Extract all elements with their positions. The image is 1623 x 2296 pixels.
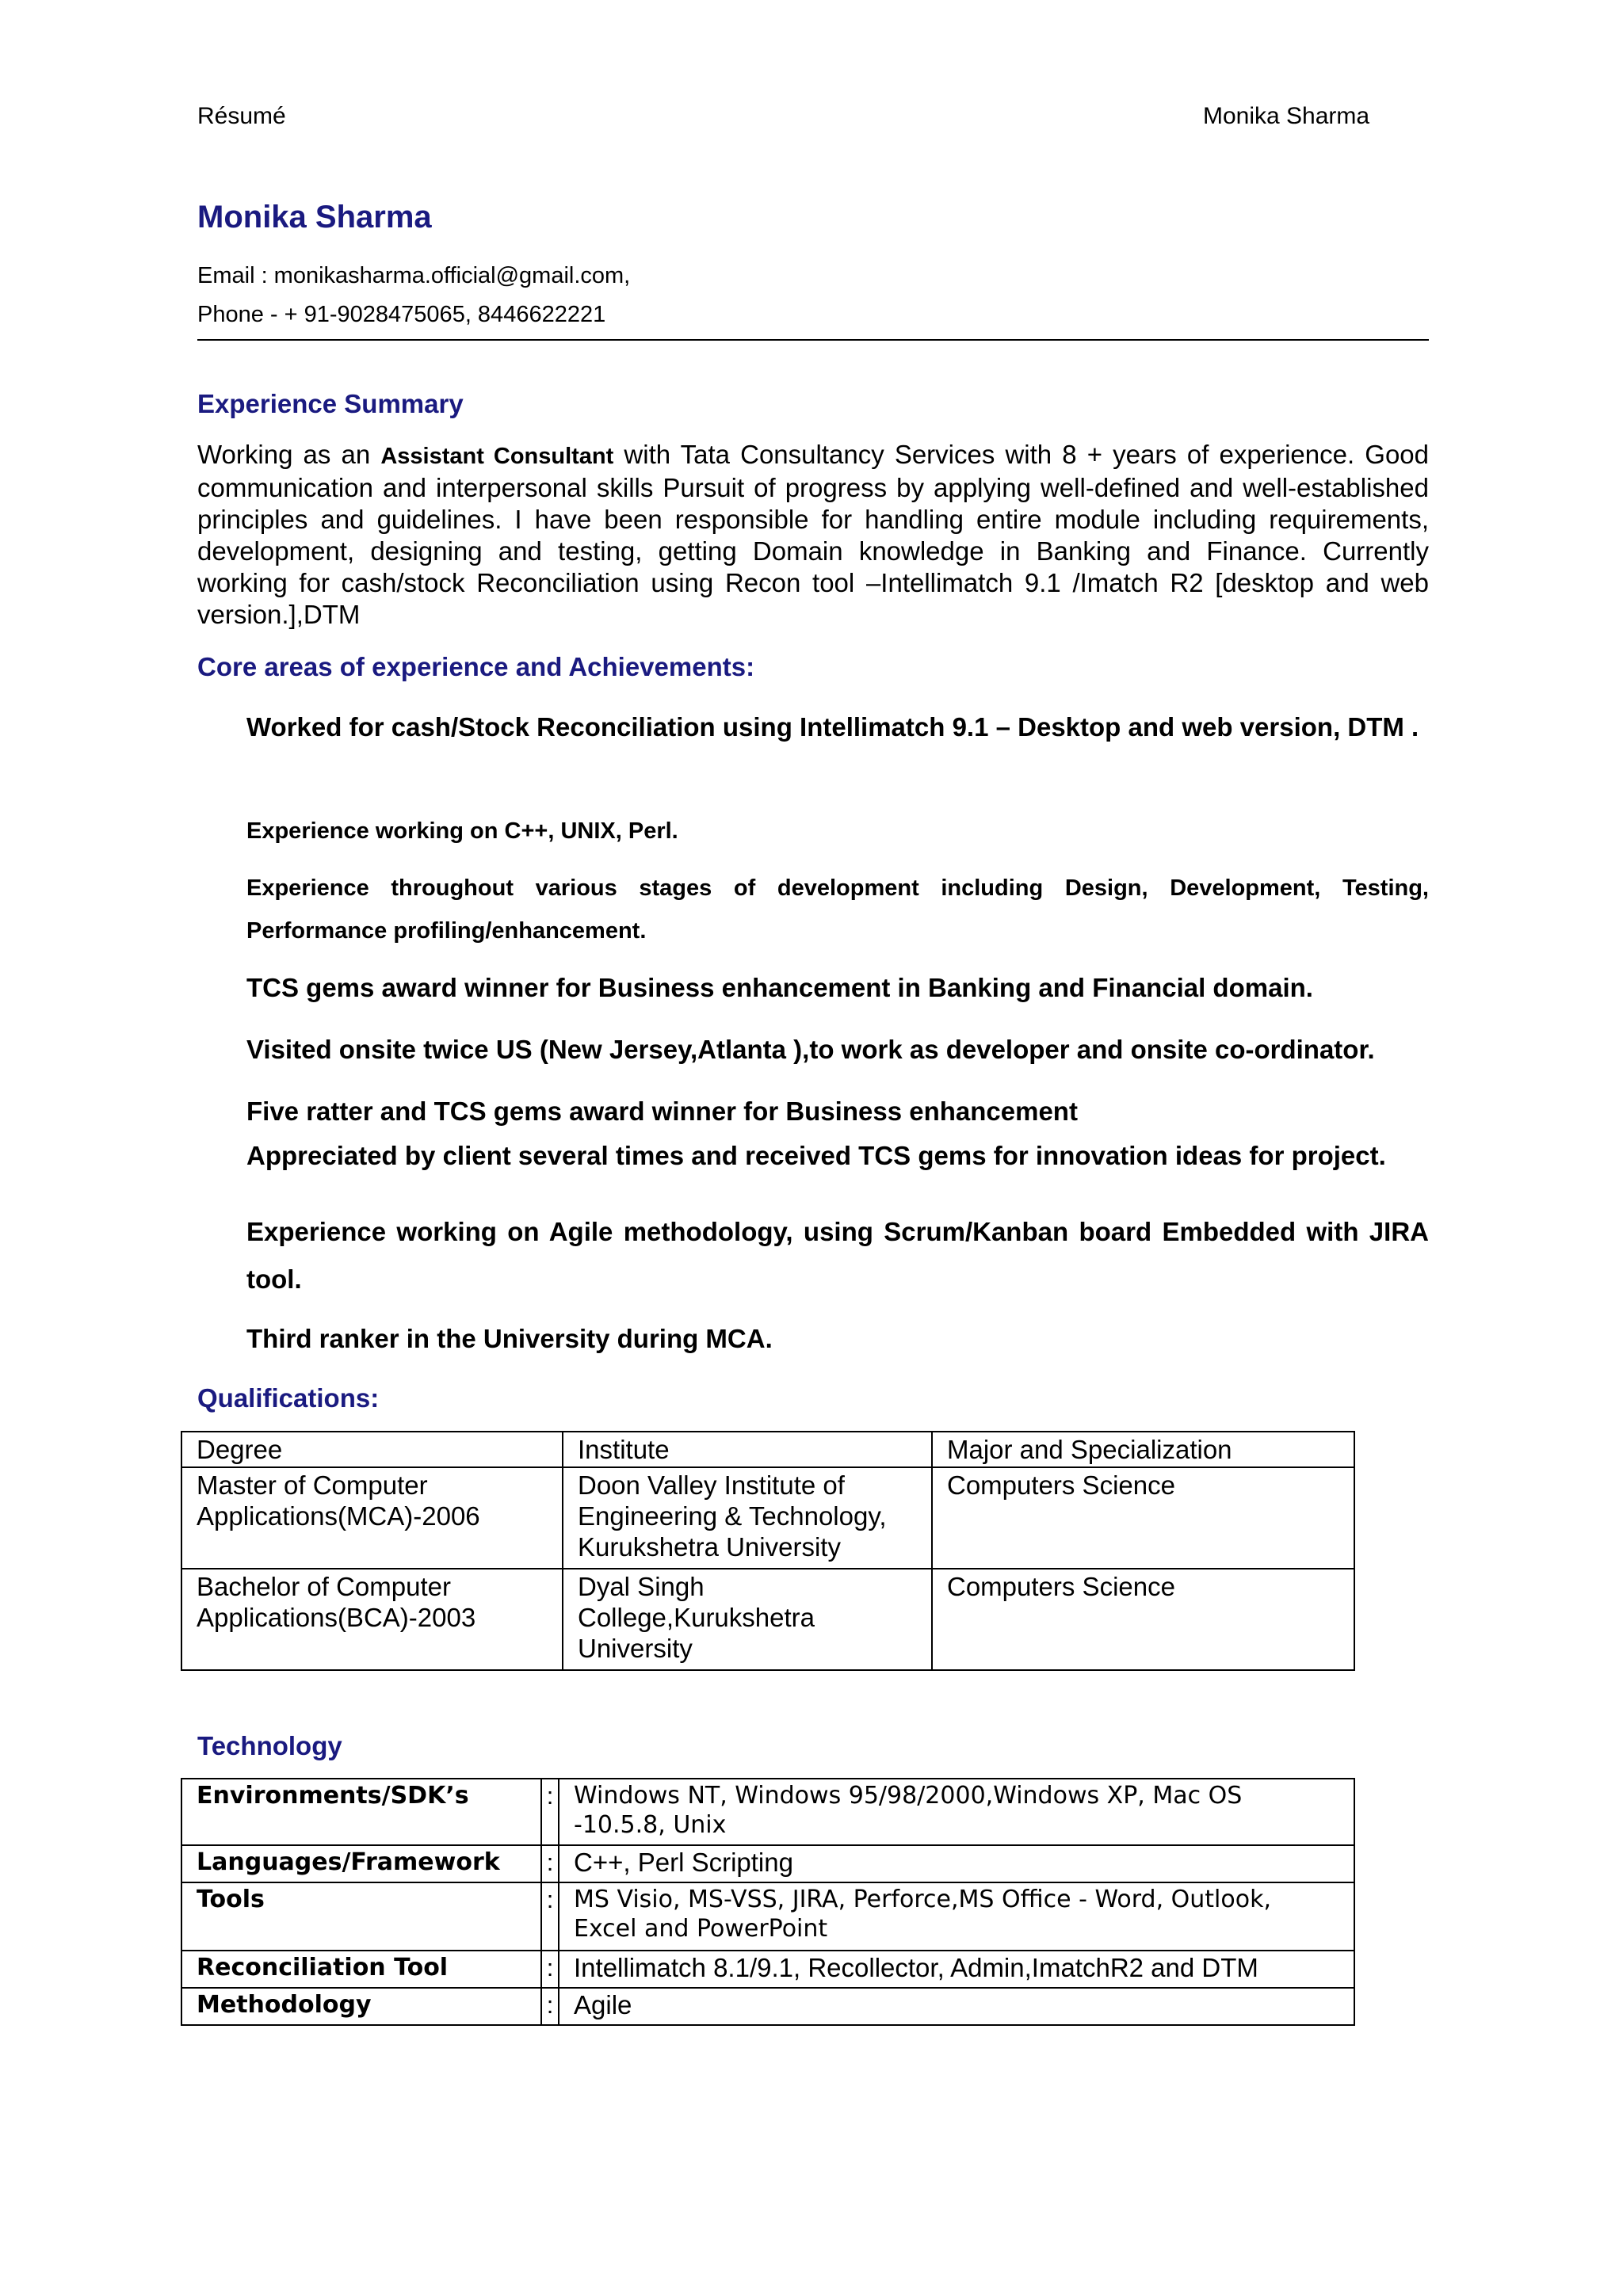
table-row xyxy=(181,1882,1354,1951)
major-cell: Computers Science xyxy=(932,1467,1354,1569)
summary-post: with Tata Consultancy Services with 8 + years of experience. Good communication and interpersonal skills Pursuit of progress by applying well-defined and well-established principles and guidelines. I have been responsible for handling entire module including requirements, development, designing and testing, getting Domain knowledge in Banking and Finance. Currently working for cash/stock Reconciliation using Recon tool –Intellimatch 9.1 /Imatch R2 [desktop and web version.],DTM xyxy=(197,440,1430,629)
list-item-text: Appreciated by client several times and received TCS gems for innovation ideas for project. xyxy=(246,1141,1386,1170)
list-item-text: Five ratter and TCS gems award winner for Business enhancement xyxy=(246,1097,1078,1126)
technology-heading: Technology xyxy=(197,1731,342,1760)
institute-cell: Dyal Singh College,Kurukshetra University xyxy=(563,1569,932,1670)
table-row xyxy=(181,1951,1354,1988)
header-divider xyxy=(197,339,1429,341)
technology-table xyxy=(181,1778,1355,2026)
list-item-text: Experience working on Agile methodology, using Scrum/Kanban board Embedded with JIRA tool. xyxy=(246,1217,1429,1294)
table-row xyxy=(181,1467,1354,1569)
column-header-major: Major and Specialization xyxy=(932,1432,1354,1467)
tech-separator: : xyxy=(541,1988,559,2025)
list-item xyxy=(197,867,1429,952)
tech-key: Tools xyxy=(181,1882,541,1951)
tech-separator: : xyxy=(541,1845,559,1882)
tech-value: Agile xyxy=(559,1988,1354,2025)
tech-key: Environments/SDK’s xyxy=(181,1779,541,1845)
page-header-right: Monika Sharma xyxy=(1203,103,1370,129)
phone-line: Phone - + 91-9028475065, 8446622221 xyxy=(197,302,606,327)
degree-cell: Master of Computer Applications(MCA)-2006 xyxy=(181,1467,563,1569)
tech-key: Languages/Framework xyxy=(181,1845,541,1882)
list-item xyxy=(197,1208,1429,1303)
table-row xyxy=(181,1569,1354,1670)
page-header-left: Résumé xyxy=(197,103,286,129)
list-item-text: Worked for cash/Stock Reconciliation using Intellimatch 9.1 – Desktop and web version, DTM . xyxy=(246,712,1419,742)
list-item xyxy=(197,964,1429,1012)
degree-cell: Bachelor of Computer Applications(BCA)-2003 xyxy=(181,1569,563,1670)
tech-key: Reconciliation Tool xyxy=(181,1951,541,1988)
major-cell: Computers Science xyxy=(932,1569,1354,1670)
experience-summary-heading: Experience Summary xyxy=(197,389,464,418)
tech-value: Intellimatch 8.1/9.1, Recollector, Admin,ImatchR2 and DTM xyxy=(559,1951,1354,1988)
table-row xyxy=(181,1779,1354,1845)
tech-separator: : xyxy=(541,1779,559,1845)
list-item-text: Visited onsite twice US (New Jersey,Atlanta ),to work as developer and onsite co-ordinator. xyxy=(246,1035,1375,1064)
list-item xyxy=(197,1315,1429,1363)
list-item xyxy=(197,1140,1429,1172)
summary-role: Assistant Consultant xyxy=(380,444,614,469)
tech-value: C++, Perl Scripting xyxy=(559,1845,1354,1882)
table-row xyxy=(181,1845,1354,1882)
summary-pre: Working as an xyxy=(197,440,381,469)
tech-value: MS Visio, MS-VSS, JIRA, Perforce,MS Office - Word, Outlook, Excel and PowerPoint xyxy=(559,1882,1354,1951)
list-item xyxy=(197,810,1429,852)
column-header-institute: Institute xyxy=(563,1432,932,1467)
tech-key: Methodology xyxy=(181,1988,541,2025)
core-areas-heading: Core areas of experience and Achievements: xyxy=(197,652,755,681)
table-row xyxy=(181,1988,1354,2025)
table-header-row xyxy=(181,1432,1354,1467)
tech-separator: : xyxy=(541,1882,559,1951)
institute-cell: Doon Valley Institute of Engineering & Technology, Kurukshetra University xyxy=(563,1467,932,1569)
tech-separator: : xyxy=(541,1951,559,1988)
candidate-name: Monika Sharma xyxy=(197,200,432,235)
list-item-text: Experience throughout various stages of development including Design, Development, Testing, Performance profiling/enhancement. xyxy=(246,875,1429,944)
list-item-text: Experience working on C++, UNIX, Perl. xyxy=(246,818,678,844)
list-item xyxy=(197,1088,1429,1135)
column-header-degree: Degree xyxy=(181,1432,563,1467)
list-item-text: TCS gems award winner for Business enhancement in Banking and Financial domain. xyxy=(246,973,1313,1002)
list-item xyxy=(197,704,1429,751)
experience-summary-text xyxy=(197,439,1429,631)
list-item xyxy=(197,1026,1429,1074)
qualifications-heading: Qualifications: xyxy=(197,1383,380,1413)
tech-value: Windows NT, Windows 95/98/2000,Windows XP, Mac OS -10.5.8, Unix xyxy=(559,1779,1354,1845)
email-line: Email : monikasharma.official@gmail.com, xyxy=(197,263,631,288)
qualifications-table xyxy=(181,1431,1355,1671)
list-item-text: Third ranker in the University during MCA. xyxy=(246,1324,773,1353)
